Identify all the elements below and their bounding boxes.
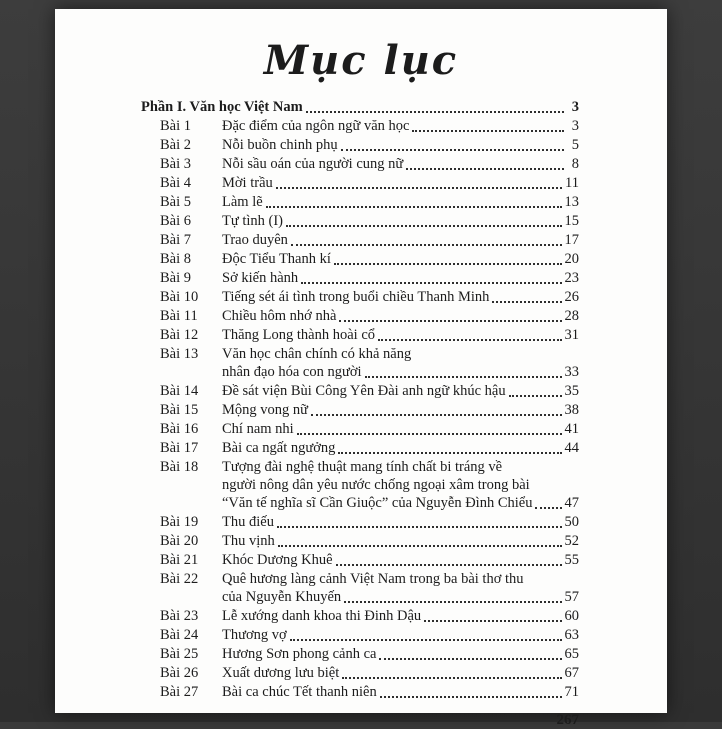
toc-entry-number: Bài 13 <box>160 346 199 362</box>
toc-entry-title-line: “Văn tế nghĩa sĩ Cần Giuộc” của Nguyễn Đình Chiểu <box>222 495 533 511</box>
toc-entry <box>141 513 579 531</box>
toc-entry-page: 52 <box>564 533 579 549</box>
toc-entry-number: Bài 4 <box>160 175 192 191</box>
toc-entry-number: Bài 24 <box>160 627 199 643</box>
toc-entry-number: Bài 21 <box>160 552 199 568</box>
toc-entry-page: 31 <box>564 327 579 343</box>
toc-entry <box>141 570 579 606</box>
toc-entry-title-line: Làm lẽ <box>222 194 263 210</box>
toc-entry <box>141 664 579 682</box>
toc-entry-page: 44 <box>564 440 579 456</box>
toc-entry-number: Bài 26 <box>160 665 199 681</box>
toc-entry-number: Bài 12 <box>160 327 199 343</box>
toc-entry <box>141 420 579 438</box>
dot-leader <box>339 307 561 322</box>
toc-entry-title-line: Quê hương làng cảnh Việt Nam trong ba bài thơ thu <box>222 571 524 587</box>
dot-leader <box>424 607 561 622</box>
toc-entry-title <box>222 439 579 457</box>
dot-leader <box>334 250 562 265</box>
toc-entry-title-line: Sở kiến hành <box>222 270 299 286</box>
table-of-contents <box>141 98 579 729</box>
toc-entry-title-line: Hương Sơn phong cảnh ca <box>222 646 377 662</box>
toc-entry-title <box>222 231 579 249</box>
toc-entry-title <box>222 269 579 287</box>
toc-entry-page: 65 <box>564 646 579 662</box>
toc-entry <box>141 117 579 135</box>
toc-entry <box>141 607 579 625</box>
toc-entry-title <box>222 326 579 344</box>
toc-entry-title-line: Chiều hôm nhớ nhà <box>222 308 337 324</box>
toc-entry <box>141 626 579 644</box>
toc-entry-number: Bài 8 <box>160 251 192 267</box>
toc-entry-page: 50 <box>564 514 579 530</box>
toc-entry <box>141 212 579 230</box>
toc-entry <box>141 326 579 344</box>
toc-entry-page: 15 <box>564 213 579 229</box>
toc-entry-number: Bài 11 <box>160 308 198 324</box>
dot-leader <box>509 382 562 397</box>
dot-leader <box>286 212 561 227</box>
toc-entry-title <box>222 513 579 531</box>
toc-entry <box>141 250 579 268</box>
toc-entry-title <box>222 212 579 230</box>
toc-section-label: Phần I. Văn học Việt Nam <box>141 99 303 115</box>
dot-leader <box>291 231 562 246</box>
toc-section-page: 3 <box>571 99 579 115</box>
toc-entry-page: 57 <box>564 589 579 605</box>
toc-entry-title <box>222 570 579 606</box>
dot-leader <box>338 439 561 454</box>
toc-entry-title <box>222 382 579 400</box>
toc-entry-title <box>222 401 579 419</box>
toc-entry-title <box>222 420 579 438</box>
toc-entry-number: Bài 7 <box>160 232 192 248</box>
toc-entry-title-line: Tự tình (I) <box>222 213 284 229</box>
toc-entry-page: 8 <box>571 156 579 172</box>
toc-entry-title-line: Đặc điểm của ngôn ngữ văn học <box>222 118 410 134</box>
dot-leader <box>492 288 561 303</box>
toc-entry-title <box>222 174 579 192</box>
dot-leader <box>344 588 561 603</box>
toc-entry-number: Bài 16 <box>160 421 199 437</box>
toc-entry-page: 33 <box>564 364 579 380</box>
toc-entry-number: Bài 22 <box>160 571 199 587</box>
toc-entry-title-line: của Nguyễn Khuyến <box>222 589 342 605</box>
toc-entry-title-line: Nỗi sầu oán của người cung nữ <box>222 156 404 172</box>
toc-entry-page: 23 <box>564 270 579 286</box>
toc-entry-title-line: Khóc Dương Khuê <box>222 552 333 568</box>
dot-leader <box>341 136 564 151</box>
toc-entry-number: Bài 23 <box>160 608 199 624</box>
toc-entry-title-line: Thương vợ <box>222 627 287 643</box>
toc-entry-title-line: Đề sát viện Bùi Công Yên Đài anh ngữ khúc hậu <box>222 383 506 399</box>
toc-entry <box>141 532 579 550</box>
toc-entry-page: 3 <box>571 118 579 134</box>
toc-entry-title <box>222 345 579 381</box>
toc-entry-page: 28 <box>564 308 579 324</box>
toc-entry-number: Bài 2 <box>160 137 192 153</box>
toc-entry-number: Bài 5 <box>160 194 192 210</box>
toc-entry-page: 13 <box>564 194 579 210</box>
toc-entry-number: Bài 10 <box>160 289 199 305</box>
toc-entry-title-line: Chí nam nhi <box>222 421 294 437</box>
dot-leader <box>311 401 561 416</box>
dot-leader <box>380 683 562 698</box>
toc-entry-number: Bài 27 <box>160 684 199 700</box>
toc-entry-number: Bài 3 <box>160 156 192 172</box>
toc-entry <box>141 345 579 381</box>
toc-entry-number: Bài 20 <box>160 533 199 549</box>
toc-entry-page: 67 <box>564 665 579 681</box>
toc-entry-title <box>222 626 579 644</box>
page-title: Mục lục <box>263 37 459 84</box>
toc-entry-title <box>222 250 579 268</box>
toc-entry-title-line: Trao duyên <box>222 232 288 248</box>
toc-entry-title <box>222 307 579 325</box>
toc-entry-page: 26 <box>564 289 579 305</box>
toc-entry-title <box>222 607 579 625</box>
toc-entry <box>141 136 579 154</box>
toc-entry-title-line: Độc Tiểu Thanh kí <box>222 251 331 267</box>
toc-entry <box>141 439 579 457</box>
toc-entry-title <box>222 532 579 550</box>
toc-entry-title <box>222 193 579 211</box>
toc-entry-title-line: Thăng Long thành hoài cổ <box>222 327 376 343</box>
toc-entry-page: 11 <box>565 175 579 191</box>
toc-entry-title <box>222 155 579 173</box>
toc-entry <box>141 269 579 287</box>
toc-entry-title <box>222 645 579 663</box>
page-number: 267 <box>556 712 579 728</box>
toc-entry-page: 47 <box>564 495 579 511</box>
toc-entry-title-line: Bài ca chúc Tết thanh niên <box>222 684 377 700</box>
toc-entry-title-line: Lễ xướng danh khoa thi Đinh Dậu <box>222 608 422 624</box>
toc-entry-page: 55 <box>564 552 579 568</box>
toc-entry <box>141 174 579 192</box>
toc-entry-title <box>222 288 579 306</box>
toc-entry-title <box>222 458 579 512</box>
dot-leader <box>535 494 561 509</box>
dot-leader <box>266 193 562 208</box>
toc-entry <box>141 288 579 306</box>
toc-entry-page: 60 <box>564 608 579 624</box>
dot-leader <box>378 326 561 341</box>
dot-leader <box>301 269 561 284</box>
toc-entry-title-line: nhân đạo hóa con người <box>222 364 362 380</box>
toc-entry-page: 63 <box>564 627 579 643</box>
toc-entry-page: 5 <box>571 137 579 153</box>
dot-leader <box>365 363 562 378</box>
toc-entry-title-line: Xuất dương lưu biệt <box>222 665 340 681</box>
toc-entry-page: 35 <box>564 383 579 399</box>
toc-entries <box>141 117 579 701</box>
toc-entry-title-line: Văn học chân chính có khả năng <box>222 346 412 362</box>
toc-entry <box>141 551 579 569</box>
toc-entry-title-line: Mộng vong nữ <box>222 402 309 418</box>
dot-leader <box>406 155 564 170</box>
dot-leader <box>336 551 562 566</box>
toc-entry-title-line: Tiếng sét ái tình trong buổi chiều Thanh Minh <box>222 289 490 305</box>
toc-entry-page: 38 <box>564 402 579 418</box>
toc-entry-title-line: Bài ca ngất ngưởng <box>222 440 336 456</box>
toc-entry <box>141 231 579 249</box>
toc-entry-title-line: Mời trầu <box>222 175 273 191</box>
toc-entry-title-line: Thu điếu <box>222 514 274 530</box>
dot-leader <box>290 626 562 641</box>
toc-entry-page: 17 <box>564 232 579 248</box>
toc-entry-number: Bài 9 <box>160 270 192 286</box>
dot-leader <box>379 645 561 660</box>
toc-entry <box>141 458 579 512</box>
toc-entry <box>141 155 579 173</box>
toc-entry-title-line: Tượng đài nghệ thuật mang tính chất bi tráng về <box>222 459 503 475</box>
toc-entry-title-line: Thu vịnh <box>222 533 275 549</box>
dot-leader <box>306 98 564 113</box>
toc-entry-page: 20 <box>564 251 579 267</box>
toc-entry <box>141 401 579 419</box>
dot-leader <box>412 117 564 132</box>
toc-entry-title <box>222 551 579 569</box>
dot-leader <box>277 513 562 528</box>
toc-entry <box>141 683 579 701</box>
toc-entry-number: Bài 25 <box>160 646 199 662</box>
toc-entry-title-line: Nỗi buồn chinh phụ <box>222 137 338 153</box>
dot-leader <box>278 532 562 547</box>
toc-entry-number: Bài 18 <box>160 459 199 475</box>
toc-entry-number: Bài 19 <box>160 514 199 530</box>
dot-leader <box>297 420 562 435</box>
toc-entry-page: 41 <box>564 421 579 437</box>
toc-entry-number: Bài 1 <box>160 118 192 134</box>
toc-entry <box>141 307 579 325</box>
toc-entry-title <box>222 136 579 154</box>
book-page <box>55 9 667 728</box>
toc-entry-number: Bài 17 <box>160 440 199 456</box>
toc-entry <box>141 645 579 663</box>
toc-entry-number: Bài 14 <box>160 383 199 399</box>
toc-entry-title <box>222 683 579 701</box>
toc-entry-title <box>222 117 579 135</box>
toc-entry-title <box>222 664 579 682</box>
toc-entry-page: 71 <box>564 684 579 700</box>
toc-entry <box>141 193 579 211</box>
toc-entry-number: Bài 15 <box>160 402 199 418</box>
dot-leader <box>276 174 562 189</box>
toc-entry-number: Bài 6 <box>160 213 192 229</box>
toc-entry <box>141 382 579 400</box>
toc-section-heading <box>141 98 579 116</box>
dot-leader <box>342 664 561 679</box>
toc-entry-title-line: người nông dân yêu nước chống ngoại xâm trong bài <box>222 477 530 493</box>
